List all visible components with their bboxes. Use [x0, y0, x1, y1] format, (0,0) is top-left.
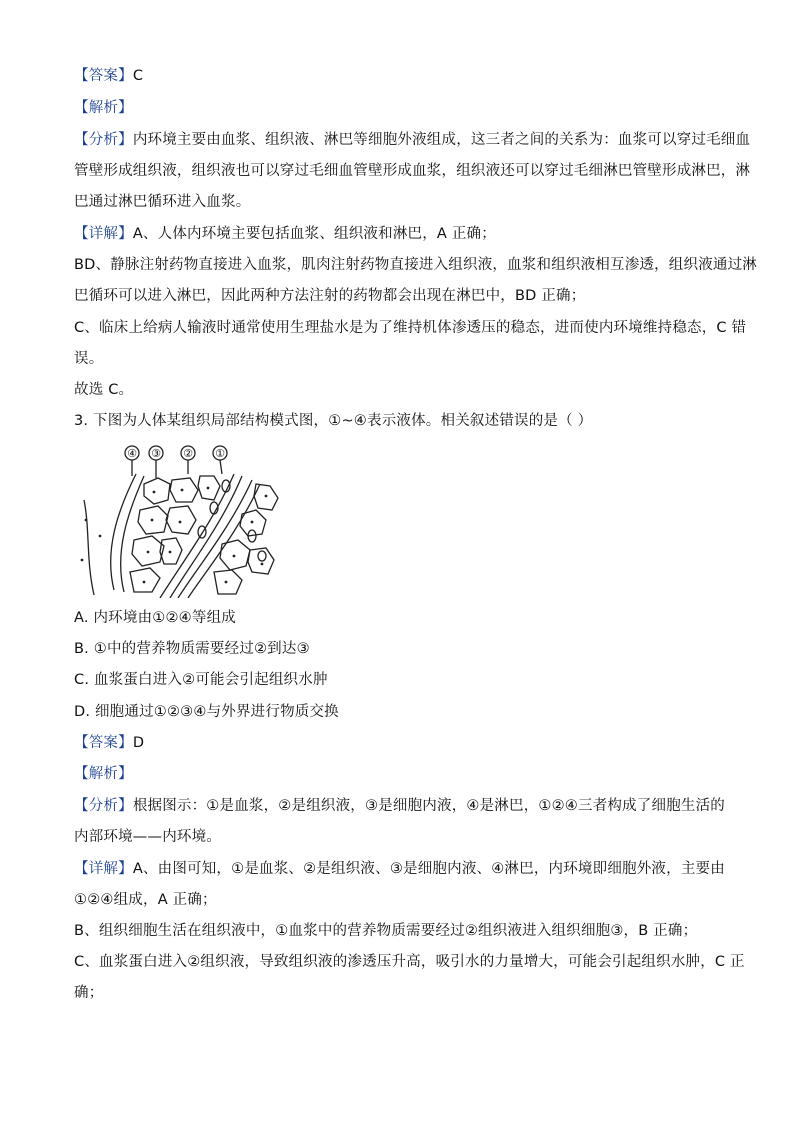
label-2: ② — [183, 447, 193, 460]
q3-fenxi-line-2: 内部环境——内环境。 — [74, 829, 221, 845]
xiangjie-tag: 【详解】 — [74, 861, 133, 877]
q3-stem: 3. 下图为人体某组织局部结构模式图，①~④表示液体。相关叙述错误的是（ ） — [74, 413, 593, 429]
q2-fenxi-line-2: 管壁形成组织液，组织液也可以穿过毛细血管壁形成血浆，组织液还可以穿过毛细淋巴管壁形成淋巴，淋 — [74, 163, 751, 179]
q2-xiangjie-line-1 — [74, 224, 734, 244]
q2-xiangjie-line-4: C、临床上给病人输液时通常使用生理盐水是为了维持机体渗透压的稳态，进而使内环境维持稳态，C 错 — [74, 320, 747, 336]
fenxi-tag: 【分析】 — [74, 798, 133, 814]
option-c: C. 血浆蛋白进入②可能会引起组织水肿 — [74, 672, 328, 688]
tissue-structure-figure — [74, 440, 284, 598]
answer-value: C — [132, 68, 144, 84]
q2-analysis-heading — [74, 98, 734, 118]
answer-value: D — [132, 735, 145, 751]
q2-xiangjie-line-2: BD、静脉注射药物直接进入血浆，肌肉注射药物直接进入组织液，血浆和组织液相互渗透，组织液通过淋 — [74, 257, 758, 273]
analysis-tag: 【解析】 — [74, 766, 133, 782]
text: A、由图可知，①是血浆、②是组织液、③是细胞内液、④淋巴，内环境即细胞外液，主要由 — [132, 861, 725, 877]
q2-xiangjie-line-3: 巴循环可以进入淋巴，因此两种方法注射的药物都会出现在淋巴中，BD 正确； — [74, 288, 586, 304]
answer-tag: 【答案】 — [74, 735, 133, 751]
option-d: D. 细胞通过①②③④与外界进行物质交换 — [74, 704, 339, 720]
fenxi-tag: 【分析】 — [74, 132, 133, 148]
text: 根据图示：①是血浆，②是组织液，③是细胞内液，④是淋巴，①②④三者构成了细胞生活的 — [132, 798, 726, 814]
answer-tag: 【答案】 — [74, 68, 133, 84]
label-1: ① — [215, 447, 225, 460]
xiangjie-tag: 【详解】 — [74, 226, 133, 242]
text: 内环境主要由血浆、组织液、淋巴等细胞外液组成，这三者之间的关系为：血浆可以穿过毛细血 — [132, 132, 751, 148]
q3-xiangjie-line-2: ①②④组成，A 正确； — [74, 892, 217, 908]
q3-xiangjie-line-4: C、血浆蛋白进入②组织液，导致组织液的渗透压升高，吸引水的力量增大，可能会引起组织水肿，C 正 — [74, 954, 745, 970]
label-4: ④ — [127, 447, 137, 460]
tissue-diagram — [74, 440, 284, 598]
q2-xiangjie-line-5: 误。 — [74, 351, 104, 367]
analysis-tag: 【解析】 — [74, 100, 133, 116]
option-a: A. 内环境由①②④等组成 — [74, 610, 236, 626]
q2-conclusion: 故选 C。 — [74, 382, 134, 398]
q2-fenxi-line-3: 巴通过淋巴循环进入血浆。 — [74, 194, 251, 210]
label-3: ③ — [151, 447, 161, 460]
option-b: B. ①中的营养物质需要经过②到达③ — [74, 641, 310, 657]
q3-xiangjie-line-1 — [74, 859, 734, 879]
q3-xiangjie-line-3: B、组织细胞生活在组织液中，①血浆中的营养物质需要经过②组织液进入组织细胞③，B 正确； — [74, 923, 698, 939]
q3-fenxi-line-1 — [74, 796, 734, 816]
q2-fenxi-line-1 — [74, 130, 751, 150]
q3-answer-line — [74, 733, 734, 753]
text: A、人体内环境主要包括血浆、组织液和淋巴，A 正确； — [132, 226, 496, 242]
q2-answer-line — [74, 66, 734, 86]
q3-analysis-heading — [74, 764, 734, 784]
q3-xiangjie-line-5: 确； — [74, 985, 104, 1001]
